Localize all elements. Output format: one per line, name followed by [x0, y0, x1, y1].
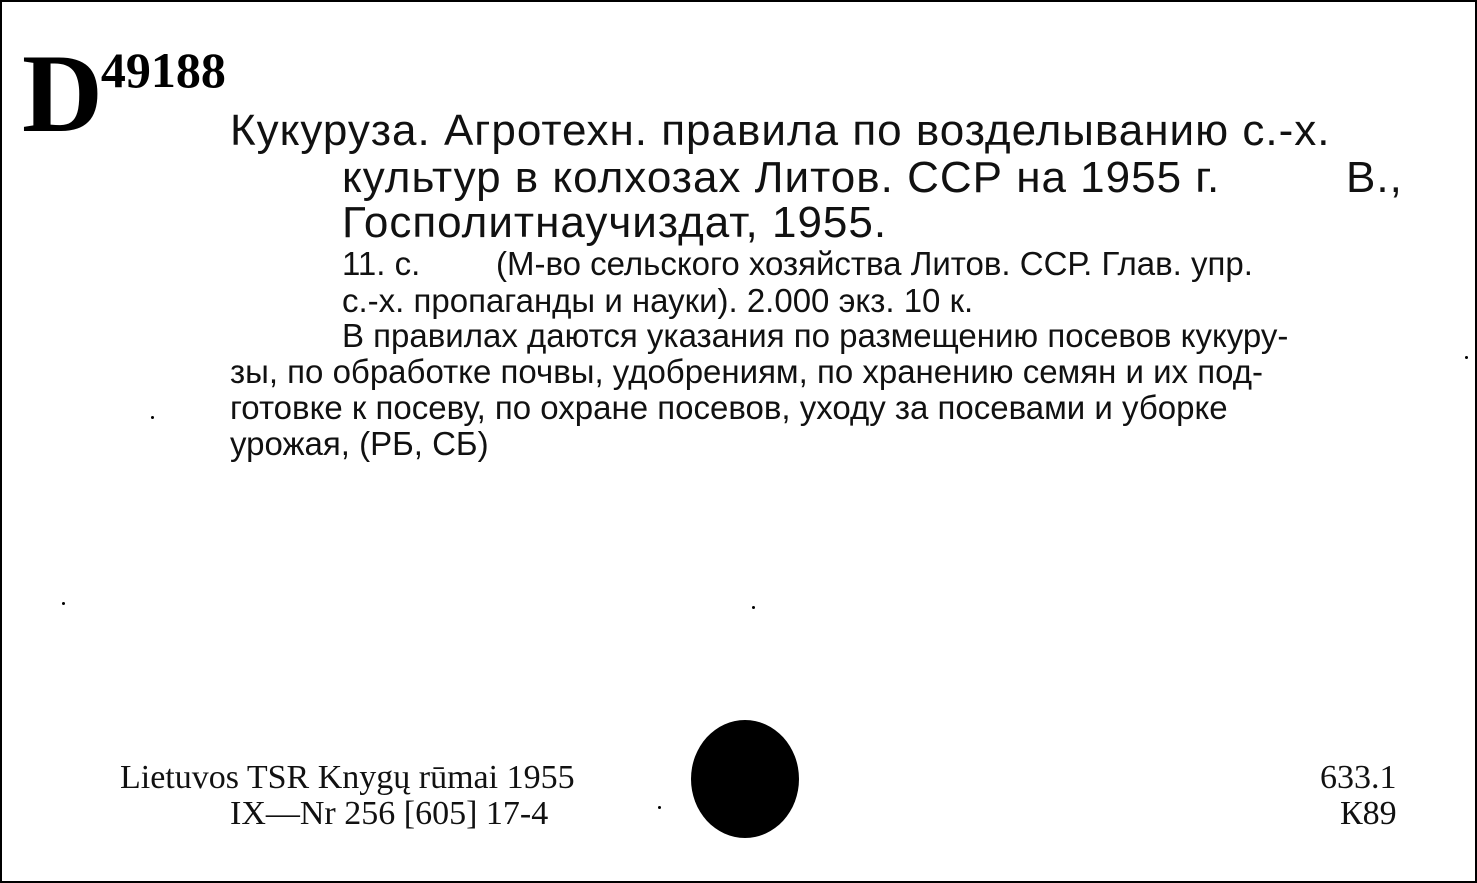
title-line-1: Кукуруза. Агротехн. правила по возделыванию с.-х. — [230, 106, 1331, 155]
shelfmark-letter: D — [22, 32, 99, 156]
classification-udc: 633.1 — [1320, 759, 1397, 796]
classification-author-mark: К89 — [1340, 795, 1397, 832]
speck — [62, 602, 65, 605]
annotation-line-4: урожая, (РБ, СБ) — [230, 425, 489, 462]
speck — [752, 606, 755, 609]
shelfmark — [22, 32, 226, 156]
title-line-3: Госполитнаучиздат, 1955. — [342, 198, 888, 247]
speck — [151, 416, 154, 419]
collation-pages: 11. с. — [342, 245, 421, 282]
publisher-line-1: Lietuvos TSR Knygų rūmai 1955 — [120, 759, 575, 796]
speck — [1465, 356, 1468, 359]
publisher-line-2: IX—Nr 256 [605] 17-4 — [230, 795, 549, 832]
title-line-2: культур в колхозах Литов. ССР на 1955 г. — [342, 153, 1221, 202]
collation-series: (М-во сельского хозяйства Литов. ССР. Глав. упр. — [496, 245, 1253, 282]
speck — [658, 806, 661, 809]
shelfmark-number: 49188 — [100, 42, 226, 98]
annotation-line-3: готовке к посеву, по охране посевов, уходу за посевами и уборке — [230, 389, 1228, 426]
annotation-line-2: зы, по обработке почвы, удобрениям, по хранению семян и их под- — [230, 353, 1263, 390]
title-place: В., — [1346, 153, 1403, 202]
collation-line-2: с.-х. пропаганды и науки). 2.000 экз. 10 к. — [342, 282, 974, 319]
punch-hole — [691, 720, 799, 838]
annotation-line-1: В правилах даются указания по размещению посевов кукуру- — [342, 317, 1289, 354]
